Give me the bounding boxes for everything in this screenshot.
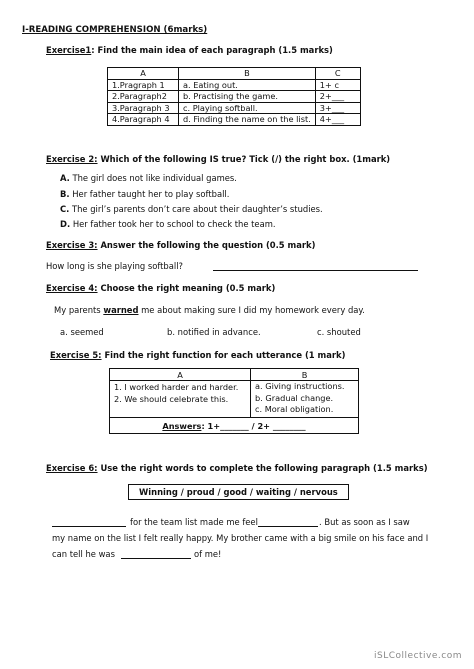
option-letter: D. — [60, 219, 71, 229]
cell-c[interactable]: 1+ c — [315, 79, 360, 91]
column-header-a: A — [108, 68, 179, 80]
cell-c[interactable]: 3+___ — [315, 102, 360, 114]
answers-row — [110, 418, 359, 434]
answers-blanks: : 1+_______ / 2+ ________ — [201, 420, 306, 431]
exercise5-instruction: Find the right function for each utterance (1 mark) — [101, 350, 346, 360]
option-letter: A. — [60, 173, 70, 183]
option-letter: B. — [60, 189, 70, 199]
exercise3-label: Exercise 3: — [46, 240, 98, 250]
blank-2[interactable] — [258, 526, 318, 527]
option-b[interactable] — [60, 189, 229, 199]
paragraph-line1-a: for the team list made me feel — [130, 517, 258, 527]
exercise5-label: Exercise 5: — [50, 350, 102, 360]
option-letter: C. — [60, 204, 70, 214]
cell-b: d. Finding the name on the list. — [179, 114, 316, 126]
cell-a: 1.Pragraph 1 — [108, 79, 179, 91]
exercise3-heading — [46, 240, 315, 250]
exercise5-heading — [50, 350, 345, 360]
answers-cell[interactable] — [110, 418, 359, 434]
table-header-row — [110, 369, 359, 381]
exercise3-question — [46, 261, 183, 271]
option-text: Her father took her to school to check the team. — [72, 219, 276, 229]
option-c[interactable] — [60, 204, 323, 214]
table-row — [110, 381, 359, 418]
option-text: Her father taught her to play softball. — [72, 189, 230, 199]
utterance-item: 2. We should celebrate this. — [114, 394, 229, 404]
option-text: The girl does not like individual games. — [72, 173, 237, 183]
cell-a: 4.Paragraph 4 — [108, 114, 179, 126]
exercise1-heading — [46, 45, 333, 55]
exercise2-label: Exercise 2: — [46, 154, 98, 164]
table-row — [108, 79, 361, 91]
exercise6-heading — [46, 463, 428, 473]
page-title: I-READING COMPREHENSION (6marks) — [22, 25, 208, 35]
answer-line[interactable] — [213, 270, 418, 271]
paragraph-line3-a: can tell he was — [52, 549, 115, 559]
question-text: How long is she playing softball? — [46, 261, 183, 271]
exercise6-label: Exercise 6: — [46, 463, 98, 473]
option-a[interactable] — [60, 173, 237, 183]
table-row — [108, 114, 361, 126]
column-header-a: A — [110, 369, 251, 381]
exercise4-heading — [46, 283, 275, 293]
footer-watermark: iSLCollective.com — [374, 651, 462, 661]
column-header-b: B — [251, 369, 359, 381]
column-header-b: B — [179, 68, 316, 80]
exercise4-instruction: Choose the right meaning (0.5 mark) — [97, 283, 276, 293]
blank-3[interactable] — [121, 558, 191, 559]
column-header-c: C — [315, 68, 360, 80]
sentence-start: My parents — [54, 305, 104, 315]
table-header-row — [108, 68, 361, 80]
meaning-option-c[interactable]: c. shouted — [317, 327, 361, 337]
option-d[interactable] — [60, 219, 276, 229]
blank-1[interactable] — [52, 526, 126, 527]
word-box: Winning / proud / good / waiting / nervous — [128, 484, 349, 500]
function-item: a. Giving instructions. — [255, 381, 345, 391]
exercise4-label: Exercise 4: — [46, 283, 98, 293]
paragraph-line1-b: . But as soon as I saw — [319, 517, 410, 527]
target-word: warned — [103, 305, 139, 315]
function-item: b. Gradual change. — [255, 392, 334, 403]
functions-cell — [251, 381, 359, 418]
exercise1-label: Exercise1 — [46, 45, 92, 55]
sentence-end: me about making sure I did my homework every day. — [138, 305, 365, 315]
exercise1-table — [107, 67, 361, 126]
cell-c[interactable]: 4+___ — [315, 114, 360, 126]
meaning-option-a[interactable]: a. seemed — [60, 327, 104, 337]
utterance-item: 1. I worked harder and harder. — [114, 382, 239, 392]
exercise1-instruction: : Find the main idea of each paragraph (1.5 marks) — [91, 45, 333, 55]
exercise3-instruction: Answer the following the question (0.5 mark) — [97, 240, 316, 250]
cell-a: 2.Paragraph2 — [108, 91, 179, 103]
table-row — [108, 102, 361, 114]
utterances-cell — [110, 381, 251, 418]
exercise6-instruction: Use the right words to complete the following paragraph (1.5 marks) — [97, 463, 428, 473]
paragraph-line3-b: of me! — [194, 549, 222, 559]
paragraph-line2: my name on the list I felt really happy. My brother came with a big smile on his face and I — [52, 533, 429, 543]
exercise4-sentence — [54, 305, 365, 315]
exercise2-instruction: Which of the following IS true? Tick (/) the right box. (1mark) — [97, 154, 391, 164]
option-text: The girl’s parents don’t care about their daughter’s studies. — [72, 204, 323, 214]
cell-b: b. Practising the game. — [179, 91, 316, 103]
table-row — [108, 91, 361, 103]
cell-a: 3.Paragraph 3 — [108, 102, 179, 114]
cell-b: a. Eating out. — [179, 79, 316, 91]
exercise5-table — [109, 368, 359, 434]
meaning-option-b[interactable]: b. notified in advance. — [167, 327, 261, 337]
function-item: c. Moral obligation. — [255, 404, 334, 414]
cell-c[interactable]: 2+___ — [315, 91, 360, 103]
exercise2-heading — [46, 154, 390, 164]
cell-b: c. Playing softball. — [179, 102, 316, 114]
answers-label: Answers — [162, 420, 202, 431]
